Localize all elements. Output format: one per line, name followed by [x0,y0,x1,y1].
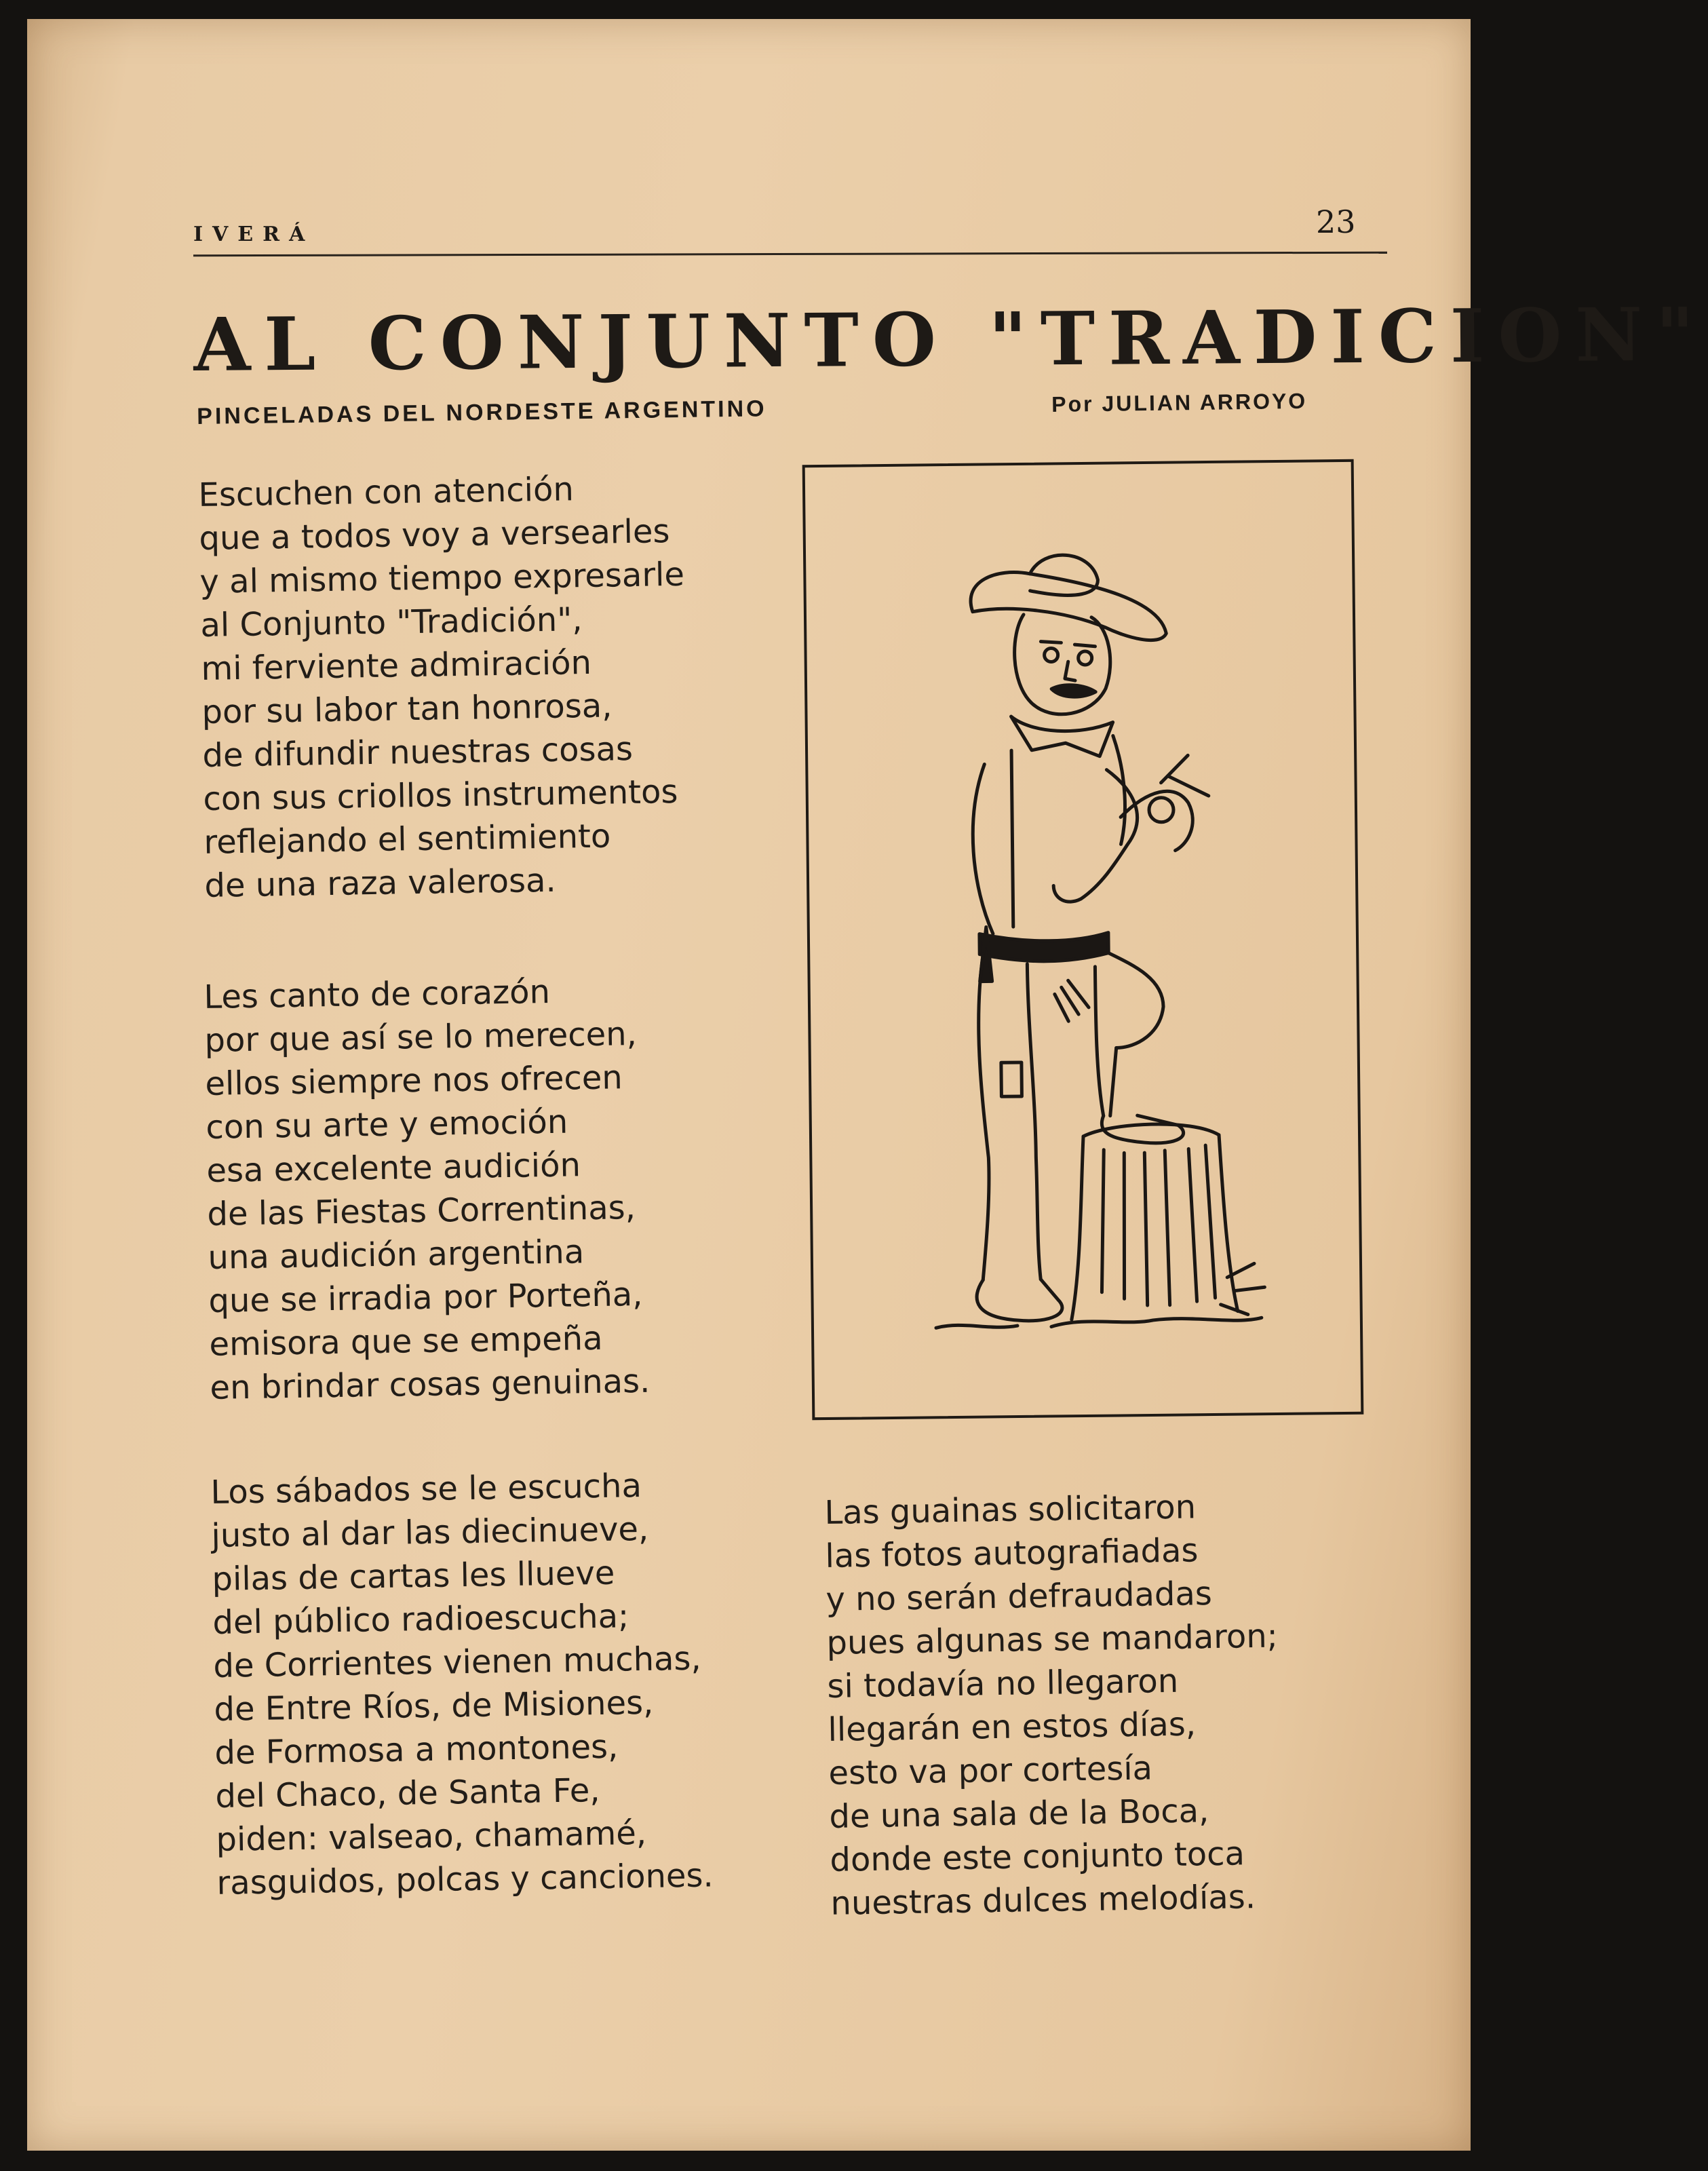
stanza-2 [203,969,651,1410]
verse-line: de Entre Ríos, de Misiones, [214,1683,654,1729]
verse-line: del Chaco, de Santa Fe, [215,1771,600,1815]
article-byline: Por JULIAN ARROYO [1051,388,1308,417]
verse-line: por que así se lo merecen, [204,1014,638,1060]
header-rule [193,252,1387,257]
verse-line: y al mismo tiempo expresarle [199,555,685,601]
verse-line: mi ferviente admiración [201,643,592,688]
verse-line: por su labor tan honrosa, [201,687,613,731]
verse-line: si todavía no llegaron [827,1661,1179,1706]
verse-line: Los sábados se le escucha [210,1467,642,1512]
verse-line: rasguidos, polcas y canciones. [216,1856,714,1902]
magazine-page [27,19,1708,2151]
verse-line: de Formosa a montones, [214,1727,619,1772]
verse-line: con su arte y emoción [206,1102,568,1147]
magazine-name: IVERÁ [193,223,315,246]
verse-line: de difundir nuestras cosas [202,729,634,775]
stanza-3 [210,1463,714,1904]
verse-line: donde este conjunto toca [830,1834,1245,1879]
verse-line: reflejando el sentimiento [203,817,611,862]
illustration-frame [802,459,1364,1420]
verse-line: emisora que se empeña [209,1319,603,1364]
verse-line: que a todos voy a versearles [199,512,670,558]
verse-line: al Conjunto "Tradición", [200,600,583,645]
article-subtitle: PINCELADAS DEL NORDESTE ARGENTINO [197,396,767,429]
verse-line: pues algunas se mandaron; [826,1617,1279,1662]
verse-line: Les canto de corazón [203,972,551,1016]
page-number: 23 [1316,204,1356,240]
verse-line: esto va por cortesía [828,1749,1153,1792]
verse-line: una audición argentina [208,1233,585,1277]
verse-line: justo al dar las diecinueve, [211,1510,649,1555]
verse-line: Escuchen con atención [198,470,575,514]
verse-line: ellos siempre nos ofrecen [205,1058,623,1103]
verse-line: nuestras dulces melodías. [830,1878,1256,1923]
verse-line: las fotos autografiadas [825,1531,1199,1575]
verse-line: de Corrientes vienen muchas, [213,1639,702,1685]
verse-line: pilas de cartas les llueve [212,1554,615,1598]
verse-line: piden: valseao, chamamé, [216,1813,647,1859]
verse-line: de una sala de la Boca, [829,1792,1209,1836]
verse-line: llegarán en estos días, [828,1705,1197,1749]
stanza-4 [824,1484,1282,1925]
verse-line: de las Fiestas Correntinas, [207,1189,636,1233]
gaucho-illustration [805,462,1361,1417]
verse-line: Las guainas solicitaron [824,1488,1197,1532]
verse-line: en brindar cosas genuinas. [210,1362,651,1407]
stanza-1 [198,466,689,908]
verse-line: de una raza valerosa. [204,861,557,905]
verse-line: y no serán defraudadas [826,1575,1213,1619]
verse-line: que se irradia por Porteña, [208,1275,643,1320]
verse-line: con sus criollos instrumentos [203,772,678,818]
verse-line: esa excelente audición [206,1146,581,1190]
article-title: AL CONJUNTO "TRADICION" [193,292,1708,388]
verse-line: del público radioescucha; [212,1597,629,1642]
